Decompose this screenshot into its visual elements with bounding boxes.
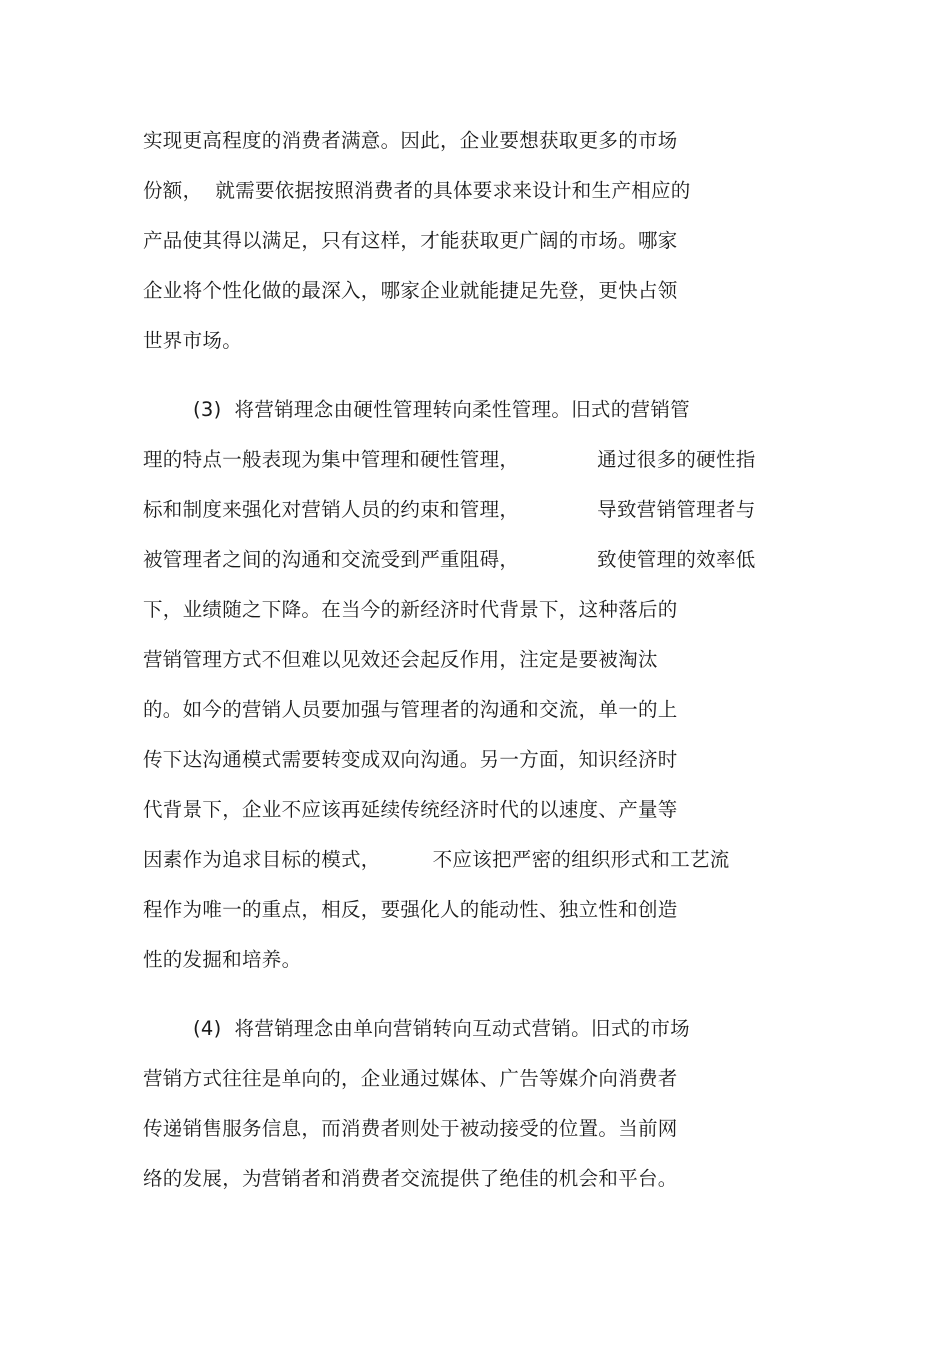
text-line: 代背景下，企业不应该再延续传统经济时代的以速度、产量等: [143, 798, 678, 821]
text-line: 的。如今的营销人员要加强与管理者的沟通和交流，单一的上: [143, 698, 678, 721]
text-line: 被管理者之间的沟通和交流受到严重阻碍， 致使管理的效率低: [143, 548, 756, 571]
text-line: 理的特点一般表现为集中管理和硬性管理， 通过很多的硬性指: [143, 448, 756, 471]
text-line: 传下达沟通模式需要转变成双向沟通。另一方面，知识经济时: [143, 748, 678, 771]
text-line: 世界市场。: [143, 329, 243, 352]
text-line: 营销管理方式不但难以见效还会起反作用，注定是要被淘汰: [143, 648, 658, 671]
text-line: 产品使其得以满足，只有这样，才能获取更广阔的市场。哪家: [143, 229, 678, 252]
text-line: 份额， 就需要依据按照消费者的具体要求来设计和生产相应的: [143, 179, 691, 202]
text-line: 营销方式往往是单向的，企业通过媒体、广告等媒介向消费者: [143, 1067, 678, 1090]
text-line: 实现更高程度的消费者满意。因此，企业要想获取更多的市场: [143, 129, 678, 152]
text-line: 下，业绩随之下降。在当今的新经济时代背景下，这种落后的: [143, 598, 678, 621]
paragraph-4-heading-line: (4) 将营销理念由单向营销转向互动式营销。旧式的市场: [193, 1017, 690, 1040]
text-line: 程作为唯一的重点，相反，要强化人的能动性、独立性和创造: [143, 898, 678, 921]
text-line: 络的发展，为营销者和消费者交流提供了绝佳的机会和平台。: [143, 1167, 678, 1190]
text-line: 传递销售服务信息，而消费者则处于被动接受的位置。当前网: [143, 1117, 678, 1140]
text-line: 企业将个性化做的最深入，哪家企业就能捷足先登，更快占领: [143, 279, 678, 302]
text-line: 标和制度来强化对营销人员的约束和管理， 导致营销管理者与: [143, 498, 756, 521]
paragraph-3-heading-line: (3) 将营销理念由硬性管理转向柔性管理。旧式的营销管: [193, 398, 690, 421]
text-line: 性的发掘和培养。: [143, 948, 302, 971]
text-line: 因素作为追求目标的模式， 不应该把严密的组织形式和工艺流: [143, 848, 730, 871]
